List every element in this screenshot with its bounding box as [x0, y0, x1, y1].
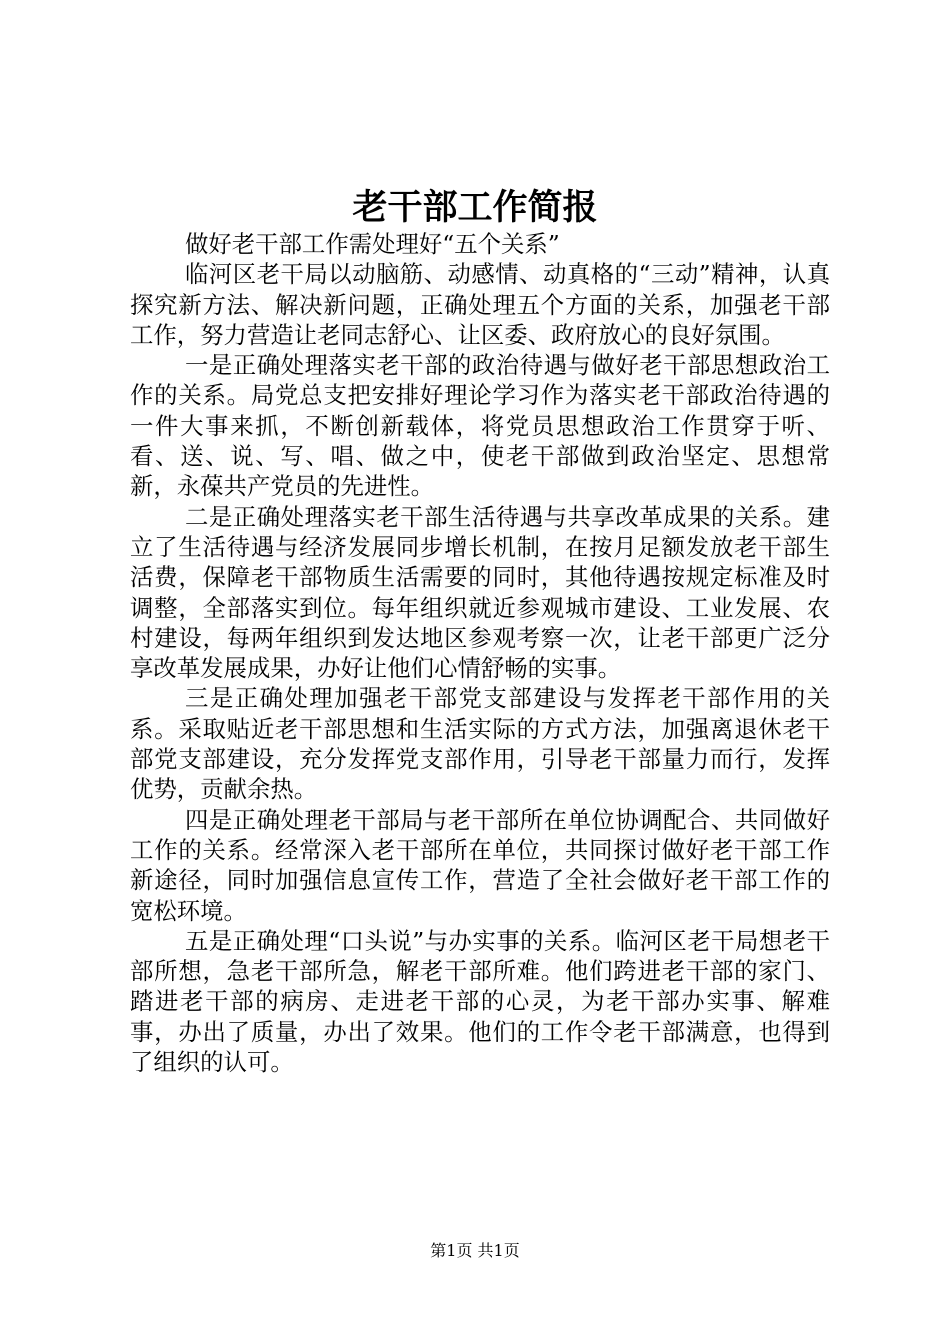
paragraph-point-4: 四是正确处理老干部局与老干部所在单位协调配合、共同做好工作的关系。经常深入老干部所在单位，共同探讨做好老干部工作新途径，同时加强信息宣传工作，营造了全社会做好老干部工作的宽松环境。 — [130, 805, 830, 925]
document-title: 老干部工作简报 — [352, 187, 598, 228]
paragraph-point-5: 五是正确处理“口头说”与办实事的关系。临河区老干局想老干部所想，急老干部所急，解老干部所难。他们跨进老干部的家门、踏进老干部的病房、走进老干部的心灵，为老干部办实事、解难事，办出了质量，办出了效果。他们的工作令老干部满意，也得到了组织的认可。 — [130, 926, 830, 1077]
paragraph-intro: 临河区老干局以动脑筋、动感情、动真格的“三动”精神，认真探究新方法、解决新问题，正确处理五个方面的关系，加强老干部工作，努力营造让老同志舒心、让区委、政府放心的良好氛围。 — [130, 260, 830, 349]
paragraph-point-2: 二是正确处理落实老干部生活待遇与共享改革成果的关系。建立了生活待遇与经济发展同步增长机制，在按月足额发放老干部生活费，保障老干部物质生活需要的同时，其他待遇按规定标准及时调整，全部落实到位。每年组织就近参观城市建设、工业发展、农村建设，每两年组织到发达地区参观考察一次，让老干部更广泛分享改革发展成果，办好让他们心情舒畅的实事。 — [130, 502, 830, 683]
paragraph-point-3: 三是正确处理加强老干部党支部建设与发挥老干部作用的关系。采取贴近老干部思想和生活实际的方式方法，加强离退休老干部党支部建设，充分发挥党支部作用，引导老干部量力而行，发挥优势，贡献余热。 — [130, 684, 830, 804]
paragraph-subtitle: 做好老干部工作需处理好“五个关系” — [184, 230, 560, 258]
page-number-footer: 第1页 共1页 — [430, 1241, 520, 1260]
document-body — [130, 229, 830, 1077]
paragraph-point-1: 一是正确处理落实老干部的政治待遇与做好老干部思想政治工作的关系。局党总支把安排好理论学习作为落实老干部政治待遇的一件大事来抓，不断创新载体，将党员思想政治工作贯穿于听、看、送、说、写、唱、做之中，使老干部做到政治坚定、思想常新，永葆共产党员的先进性。 — [130, 351, 830, 501]
